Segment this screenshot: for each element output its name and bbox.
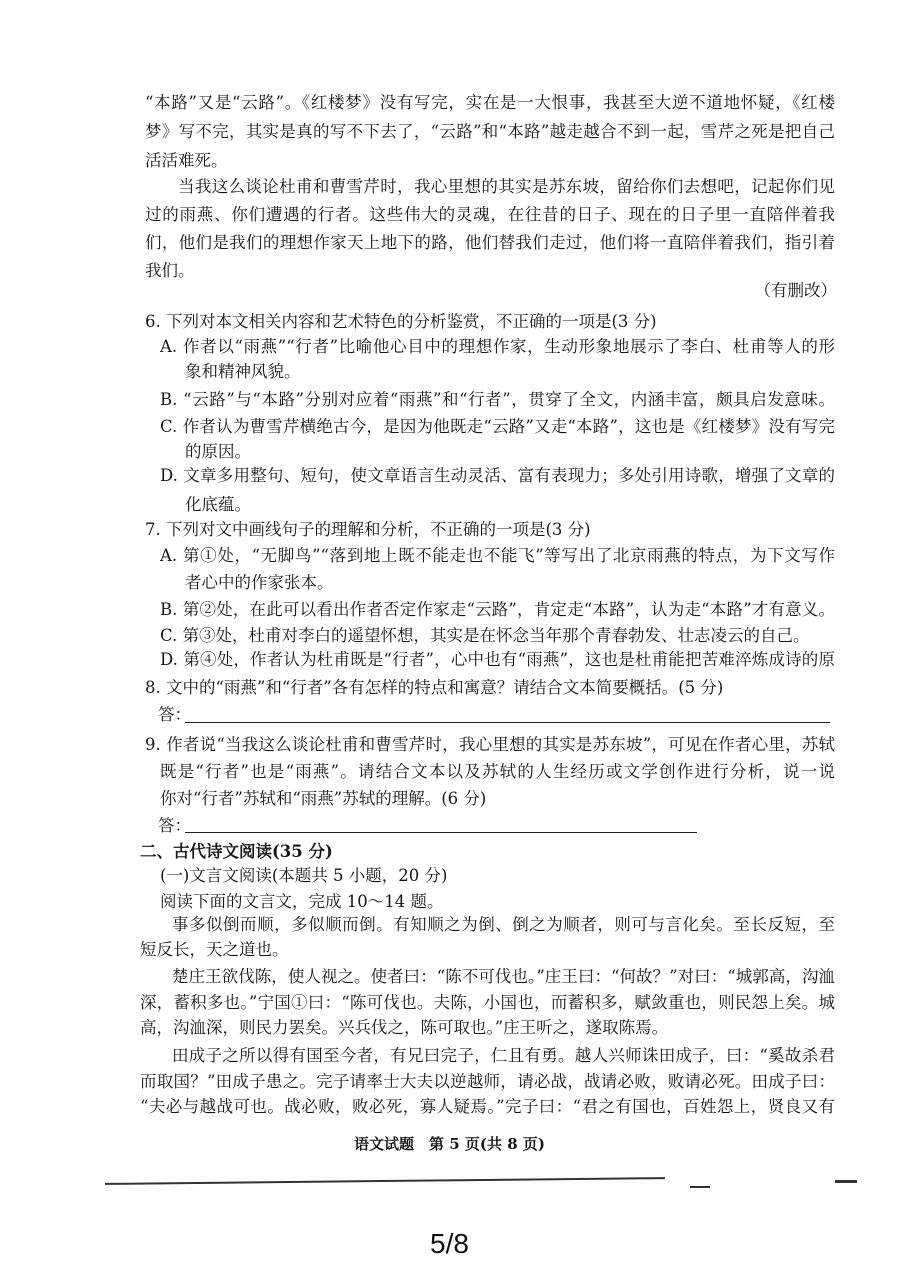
q6-option-c: C. 作者认为曹雪芹横绝古今，是因为他既走“云路”又走“本路”，这也是《红楼梦》没有写完 bbox=[160, 417, 835, 436]
q7-option-a-cont: 者心中的作家张本。 bbox=[185, 573, 334, 592]
q6-option-c-cont: 的原因。 bbox=[185, 442, 251, 461]
scan-edge-line bbox=[105, 1177, 665, 1185]
classical-text-line: 短反长，天之道也。 bbox=[140, 940, 289, 959]
classical-text-line: 而取国？”田成子患之。完子请率士大夫以逆越师，请必战，战请必败，败请必死。田成子曰： bbox=[140, 1072, 835, 1091]
classical-text-line: “夫必与越战可也。战必败，败必死，寡人疑焉。”完子曰：“君之有国也，百姓怨上，贤良又有 bbox=[140, 1097, 835, 1116]
q7-option-d: D. 第④处，作者认为杜甫既是“行者”，心中也有“雨燕”，这也是杜甫能把苦难淬炼成诗的原 bbox=[160, 650, 835, 669]
passage-line: 梦》写不完，其实是真的写不下去了，“云路”和“本路”越走越合不到一起，雪芹之死是把自己 bbox=[145, 122, 835, 141]
passage-line: 们，他们是我们的理想作家天上地下的路，他们替我们走过，他们将一直陪伴着我们，指引着 bbox=[145, 233, 835, 252]
classical-text-line: 高，沟洫深，则民力罢矣。兴兵伐之，陈可取也。”庄王听之，遂取陈焉。 bbox=[140, 1018, 669, 1037]
q8-answer-label: 答： bbox=[158, 705, 191, 724]
question-8-stem: 8. 文中的“雨燕”和“行者”各有怎样的特点和寓意？请结合文本简要概括。(5 分) bbox=[145, 678, 724, 697]
passage-line: 我们。 bbox=[145, 261, 195, 280]
q6-option-a: A. 作者以“雨燕”“行者”比喻他心目中的理想作家，生动形象地展示了李白、杜甫等人的形 bbox=[160, 337, 835, 356]
source-note: （有删改） bbox=[754, 281, 837, 300]
question-9-stem: 9. 作者说“当我这么谈论杜甫和曹雪芹时，我心里想的其实是苏东坡”，可见在作者心里，苏轼 bbox=[145, 735, 835, 754]
page-footer: 语文试题 第 5 页(共 8 页) bbox=[354, 1135, 545, 1153]
q6-option-b: B. “云路”与“本路”分别对应着“雨燕”和“行者”，贯穿了全文，内涵丰富，颇具启发意味。 bbox=[160, 390, 835, 409]
classical-text-line: 深，蓄积多也。”宁国①曰：“陈可伐也。夫陈，小国也，而蓄积多，赋敛重也，则民怨上矣。城 bbox=[140, 993, 835, 1012]
q7-option-c: C. 第③处，杜甫对李白的遥望怀想，其实是在怀念当年那个青春勃发、壮志凌云的自己。 bbox=[160, 626, 810, 645]
section-2-subtitle: (一)文言文阅读(本题共 5 小题，20 分) bbox=[160, 866, 448, 885]
passage-line: “本路”又是“云路”。《红楼梦》没有写完，实在是一大恨事，我甚至大逆不道地怀疑，《红楼 bbox=[145, 93, 835, 112]
q7-option-a: A. 第①处，“无脚鸟”“落到地上既不能走也不能飞”等写出了北京雨燕的特点，为下文写作 bbox=[160, 546, 835, 565]
q7-option-b: B. 第②处，在此可以看出作者否定作家走“云路”，肯定走“本路”，认为走“本路”才有意义。 bbox=[160, 600, 835, 619]
passage-line: 当我这么谈论杜甫和曹雪芹时，我心里想的其实是苏东坡，留给你们去想吧，记起你们见 bbox=[178, 177, 835, 196]
question-9-stem-cont: 既是“行者”也是“雨燕”。请结合文本以及苏轼的人生经历或文学创作进行分析，说一说 bbox=[160, 762, 835, 781]
scan-edge-mark bbox=[835, 1180, 857, 1183]
classical-text-line: 事多似倒而顺，多似顺而倒。有知顺之为倒、倒之为顺者，则可与言化矣。至长反短，至 bbox=[172, 915, 835, 934]
q9-answer-line[interactable] bbox=[185, 832, 697, 833]
passage-line: 活活难死。 bbox=[145, 151, 228, 170]
q9-answer-label: 答： bbox=[158, 816, 191, 835]
q6-option-d-cont: 化底蕴。 bbox=[185, 495, 251, 514]
classical-text-line: 楚庄王欲伐陈，使人视之。使者曰：“陈不可伐也。”庄王曰：“何故？”对曰：“城郭高，沟洫 bbox=[172, 967, 835, 986]
passage-line: 过的雨燕、你们遭遇的行者。这些伟大的灵魂，在往昔的日子、现在的日子里一直陪伴着我 bbox=[145, 205, 835, 224]
scan-edge-mark bbox=[690, 1186, 710, 1188]
classical-text-line: 田成子之所以得有国至今者，有兄曰完子，仁且有勇。越人兴师诛田成子，曰：“奚故杀君 bbox=[172, 1046, 835, 1065]
q8-answer-line[interactable] bbox=[185, 722, 830, 723]
question-7-stem: 7. 下列对文中画线句子的理解和分析，不正确的一项是(3 分) bbox=[145, 520, 591, 539]
page-indicator: 5/8 bbox=[430, 1228, 469, 1259]
q6-option-d: D. 文章多用整句、短句，使文章语言生动灵活、富有表现力；多处引用诗歌，增强了文章的 bbox=[160, 466, 835, 485]
q6-option-a-cont: 象和精神风貌。 bbox=[185, 362, 301, 381]
question-9-stem-cont: 你对“行者”苏轼和“雨燕”苏轼的理解。(6 分) bbox=[160, 789, 487, 808]
question-6-stem: 6. 下列对本文相关内容和艺术特色的分析鉴赏，不正确的一项是(3 分) bbox=[145, 312, 657, 331]
section-2-title: 二、古代诗文阅读(35 分) bbox=[140, 842, 333, 861]
section-2-instruction: 阅读下面的文言文，完成 10～14 题。 bbox=[160, 892, 444, 911]
